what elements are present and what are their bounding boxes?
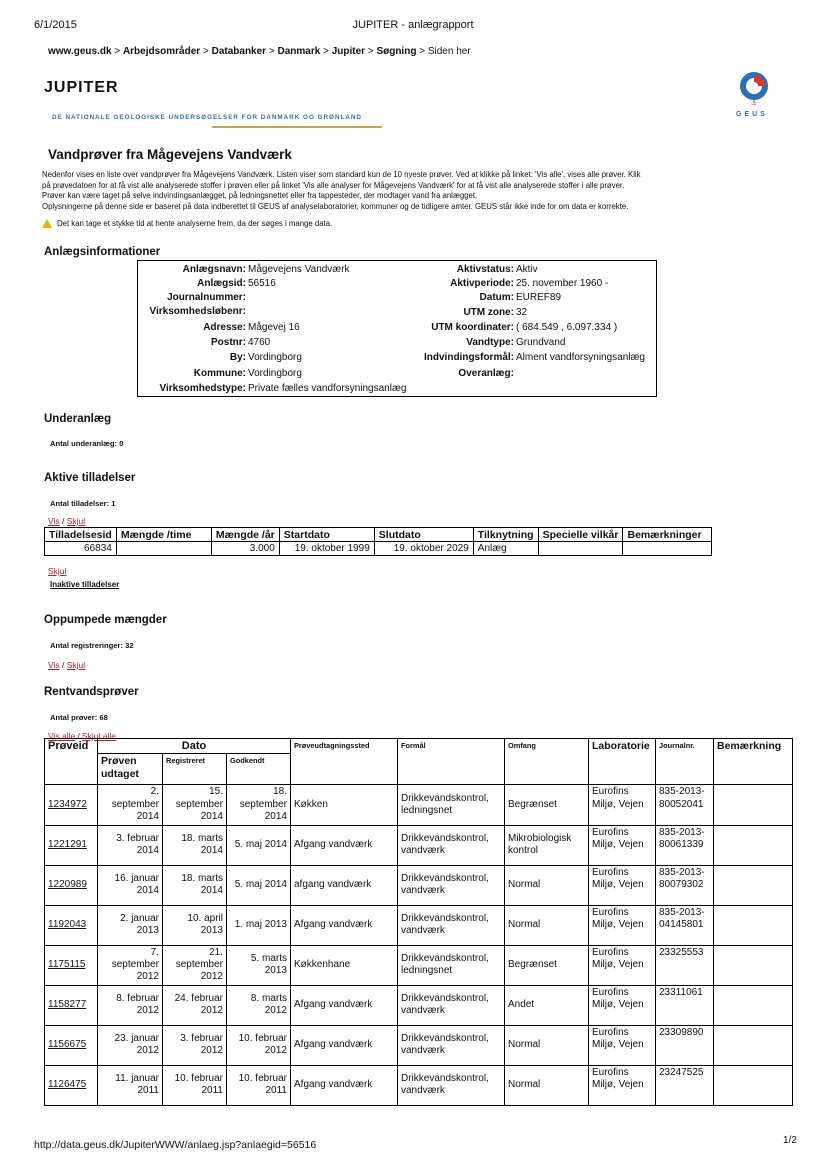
table-cell: Eurofins Miljø, Vejen: [589, 905, 656, 945]
page-title: Vandprøver fra Mågevejens Vandværk: [48, 147, 292, 162]
table-cell: Afgang vandværk: [291, 905, 398, 945]
footer-url: http://data.geus.dk/JupiterWWW/anlaeg.jsp?anlaegid=56516: [34, 1139, 317, 1151]
table-cell: 835-2013-80079302: [656, 865, 714, 905]
column-header: Godkendt: [227, 754, 291, 785]
table-cell: 18. marts 2014: [163, 865, 227, 905]
breadcrumb-item[interactable]: Databanker: [211, 46, 267, 57]
logo-text: GEUS: [736, 111, 768, 118]
info-value: EUREF89: [516, 292, 562, 303]
breadcrumb-item[interactable]: Jupiter: [331, 46, 366, 57]
table-cell: Eurofins Miljø, Vejen: [589, 945, 656, 985]
table-cell: afgang vandværk: [291, 865, 398, 905]
table-row: [45, 945, 793, 985]
table-cell: Eurofins Miljø, Vejen: [589, 785, 656, 825]
column-header: Registreret: [163, 754, 227, 785]
column-header: Laboratorie: [589, 739, 656, 785]
table-cell: 10. februar 2012: [227, 1025, 291, 1065]
table-cell: Køkken: [291, 785, 398, 825]
rentvand-count: Antal prøver: 68: [50, 713, 108, 722]
info-label: Journalnummer:: [167, 292, 246, 303]
table-cell: Afgang vandværk: [291, 1025, 398, 1065]
info-value: Private fælles vandforsyningsanlæg: [248, 383, 407, 394]
table-cell: Normal: [505, 905, 589, 945]
sample-id-link[interactable]: 1126475: [45, 1065, 98, 1105]
skjul-alle-link[interactable]: Skjul alle: [81, 731, 116, 741]
skjul-link[interactable]: Skjul: [66, 660, 86, 670]
table-cell: 11. januar 2011: [98, 1065, 163, 1105]
table-cell: 8. marts 2012: [227, 985, 291, 1025]
tilladelser-count: Antal tilladelser: 1: [50, 499, 116, 508]
table-cell: 21. september 2012: [163, 945, 227, 985]
warning-icon: [42, 219, 52, 228]
info-value: Grundvand: [516, 337, 566, 348]
table-cell: Normal: [505, 865, 589, 905]
column-header: Formål: [398, 739, 505, 785]
oppumpede-heading: Oppumpede mængder: [44, 614, 167, 626]
table-row: [45, 542, 712, 556]
column-header: Startdato: [279, 528, 374, 542]
table-row: [45, 905, 793, 945]
table-cell: [714, 945, 793, 985]
table-cell: [714, 1025, 793, 1065]
breadcrumb-item[interactable]: www.geus.dk: [48, 46, 112, 57]
svg-text:⚓: ⚓: [751, 99, 758, 107]
table-cell: 15. september 2014: [163, 785, 227, 825]
anlaeg-info-box: [137, 260, 657, 397]
breadcrumb: www.geus.dk > Arbejdsområder > Databanker > Danmark > Jupiter > Søgning > Siden her: [48, 46, 471, 57]
table-cell: Afgang vandværk: [291, 1065, 398, 1105]
table-cell: Drikkevandskontrol, ledningsnet: [398, 945, 505, 985]
table-header-row: [45, 739, 793, 754]
table-cell: Drikkevandskontrol, ledningsnet: [398, 785, 505, 825]
breadcrumb-item[interactable]: Arbejdsområder: [122, 46, 201, 57]
print-date: 6/1/2015: [34, 19, 77, 31]
table-cell: 2. september 2014: [98, 785, 163, 825]
table-cell: Drikkevandskontrol, vandværk: [398, 985, 505, 1025]
column-header: Journalnr.: [656, 739, 714, 785]
info-value: Mågevej 16: [248, 322, 300, 333]
table-cell: [714, 785, 793, 825]
table-cell: 19. oktober 2029: [374, 542, 473, 556]
info-value: 32: [516, 307, 528, 318]
info-value: 4760: [248, 337, 271, 348]
info-label: UTM koordinater:: [431, 322, 514, 333]
info-value: ( 684.549 , 6.097.334 ): [516, 322, 618, 333]
table-cell: Begrænset: [505, 785, 589, 825]
info-label: Indvindingsformål:: [424, 352, 514, 363]
inactive-permits-link[interactable]: Inaktive tilladelser: [50, 580, 120, 589]
column-header: Mængde /år: [211, 528, 279, 542]
table-cell: 8. februar 2012: [98, 985, 163, 1025]
sample-id-link[interactable]: 1234972: [45, 785, 98, 825]
info-value: Alment vandforsyningsanlæg: [516, 352, 645, 363]
column-header: Tilknytning: [473, 528, 538, 542]
info-label: Adresse:: [203, 322, 246, 333]
info-value: 25. november 1960 -: [516, 278, 609, 289]
table-cell: [714, 865, 793, 905]
samples-table: [44, 738, 793, 1106]
oppumpede-toggle: Vis / Skjul: [48, 660, 86, 670]
table-cell: Drikkevandskontrol, vandværk: [398, 825, 505, 865]
table-cell: [714, 985, 793, 1025]
info-label: Postnr:: [211, 337, 246, 348]
intro-text: [42, 170, 782, 212]
table-cell: 3. februar 2012: [163, 1025, 227, 1065]
table-cell: 5. maj 2014: [227, 865, 291, 905]
breadcrumb-item[interactable]: Danmark: [277, 46, 321, 57]
breadcrumb-item[interactable]: Søgning: [376, 46, 417, 57]
table-cell: 23247525: [656, 1065, 714, 1105]
intro-line: på prøvedatoen for at få vist alle analyserede stoffer i prøven eller på linket 'Vis alle analyser for Mågevejens Vandværk' for at få vist alle analyserede stoffer i alle prøver.: [42, 180, 625, 190]
table-cell: 2. januar 2013: [98, 905, 163, 945]
tilladelser-heading: Aktive tilladelser: [44, 472, 136, 484]
table-cell: [714, 905, 793, 945]
table-cell: Afgang vandværk: [291, 985, 398, 1025]
table-cell: 835-2013-80052041: [656, 785, 714, 825]
info-label: Anlægsnavn:: [182, 264, 246, 275]
anlaeg-heading: Anlægsinformationer: [44, 246, 161, 258]
info-value: Aktiv: [516, 264, 538, 275]
sample-id-link[interactable]: 1175115: [45, 945, 98, 985]
column-header: Mængde /time: [116, 528, 211, 542]
column-header: Prøveid: [45, 739, 98, 785]
column-header: Tilladelsesid: [45, 528, 117, 542]
table-cell: Mikrobiologisk kontrol: [505, 825, 589, 865]
breadcrumb-current: Siden her: [427, 46, 471, 57]
column-header: Dato: [98, 739, 291, 754]
info-label: Kommune:: [193, 368, 246, 379]
sample-id-link[interactable]: 1158277: [45, 985, 98, 1025]
table-cell: 16. januar 2014: [98, 865, 163, 905]
info-label: By:: [229, 352, 246, 363]
table-cell: Drikkevandskontrol, vandværk: [398, 1065, 505, 1105]
table-cell: 18. september 2014: [227, 785, 291, 825]
underanlaeg-heading: Underanlæg: [44, 413, 112, 425]
table-cell: 66834: [45, 542, 117, 556]
table-cell: Eurofins Miljø, Vejen: [589, 825, 656, 865]
table-cell: 10. april 2013: [163, 905, 227, 945]
table-cell: 835-2013-04145801: [656, 905, 714, 945]
info-label: Virksomhedstype:: [159, 383, 246, 394]
sample-id-link[interactable]: 1220989: [45, 865, 98, 905]
geus-logo[interactable]: [734, 71, 774, 121]
table-cell: [714, 825, 793, 865]
warning-text: Det kan tage et stykke tid at hente analyserne frem, da der søges i mange data.: [57, 219, 333, 228]
table-cell: 835-2013-80061339: [656, 825, 714, 865]
table-cell: 5. maj 2014: [227, 825, 291, 865]
column-header: Slutdato: [374, 528, 473, 542]
underanlaeg-count: Antal underanlæg: 0: [50, 439, 124, 448]
intro-line: Oplysningerne på denne side er baseret på data indberettet til GEUS af analyselaboratorier, kommuner og de tidligere amter. GEUS står ikke inde for om data er korrekte.: [42, 201, 629, 211]
table-cell: Andet: [505, 985, 589, 1025]
table-cell: Eurofins Miljø, Vejen: [589, 1065, 656, 1105]
table-row: [45, 1025, 793, 1065]
table-row: [45, 1065, 793, 1105]
table-cell: Eurofins Miljø, Vejen: [589, 985, 656, 1025]
vis-link[interactable]: Vis: [48, 660, 60, 670]
table-cell: 23309890: [656, 1025, 714, 1065]
rentvand-heading: Rentvandsprøver: [44, 686, 139, 698]
table-cell: 23. januar 2012: [98, 1025, 163, 1065]
info-value: Vordingborg: [248, 352, 302, 363]
table-cell: 3.000: [211, 542, 279, 556]
table-cell: 23325553: [656, 945, 714, 985]
sample-id-link[interactable]: 1192043: [45, 905, 98, 945]
column-header: Bemærkninger: [623, 528, 712, 542]
table-row: [45, 785, 793, 825]
table-cell: 23311061: [656, 985, 714, 1025]
skjul-link[interactable]: Skjul: [48, 566, 67, 576]
table-cell: Normal: [505, 1065, 589, 1105]
info-label: Aktivperiode:: [450, 278, 514, 289]
info-label: Anlægsid:: [197, 278, 246, 289]
table-cell: 10. februar 2011: [227, 1065, 291, 1105]
info-value: 56516: [248, 278, 276, 289]
column-header: Omfang: [505, 739, 589, 785]
table-cell: [714, 1065, 793, 1105]
sample-id-link[interactable]: 1221291: [45, 825, 98, 865]
table-cell: Anlæg: [473, 542, 538, 556]
column-header: Bemærkning: [714, 739, 793, 785]
table-cell: Afgang vandværk: [291, 825, 398, 865]
brand-subtitle: DE NATIONALE GEOLOGISKE UNDERSØGELSER FOR DANMARK OG GRØNLAND: [52, 114, 362, 121]
skjul-bottom: [48, 561, 66, 579]
intro-line: Nedenfor vises en liste over vandprøver fra Mågevejens Vandværk. Listen viser som standard kun de 10 nyeste prøver. Ved at klikke på linket: 'Vis alle', vises alle prøver. Klik: [42, 170, 641, 179]
intro-line: Prøver kan være taget på selve indvindingsanlægget, på ledningsnettet eller fra tappesteder, der modtager vand fra anlægget.: [42, 191, 478, 201]
column-header: Prøven udtaget: [98, 754, 163, 785]
table-cell: Normal: [505, 1025, 589, 1065]
info-label: Vandtype:: [466, 337, 514, 348]
column-header: Prøveudtagningssted: [291, 739, 398, 785]
table-row: [45, 865, 793, 905]
vis-alle-link[interactable]: Vis alle: [48, 731, 76, 741]
table-cell: 10. februar 2011: [163, 1065, 227, 1105]
table-cell: 1. maj 2013: [227, 905, 291, 945]
table-cell: Drikkevandskontrol, vandværk: [398, 1025, 505, 1065]
table-cell: Eurofins Miljø, Vejen: [589, 865, 656, 905]
info-value: Vordingborg: [248, 368, 302, 379]
table-cell: 24. februar 2012: [163, 985, 227, 1025]
skjul-link[interactable]: Skjul: [66, 516, 86, 526]
table-cell: Begrænset: [505, 945, 589, 985]
table-cell: Drikkevandskontrol, vandværk: [398, 865, 505, 905]
table-cell: Eurofins Miljø, Vejen: [589, 1025, 656, 1065]
info-label: UTM zone:: [463, 307, 514, 318]
table-cell: Drikkevandskontrol, vandværk: [398, 905, 505, 945]
table-cell: 18. marts 2014: [163, 825, 227, 865]
table-header-row: [45, 528, 712, 542]
table-row: [45, 825, 793, 865]
info-label: Virksomhedsløbenr:: [149, 306, 246, 317]
site-brand[interactable]: JUPITER: [44, 79, 119, 96]
tilladelser-table: [44, 527, 712, 556]
table-cell: 7. september 2012: [98, 945, 163, 985]
sample-id-link[interactable]: 1156675: [45, 1025, 98, 1065]
column-header: Specielle vilkår: [538, 528, 623, 542]
info-value: Mågevejens Vandværk: [248, 264, 350, 275]
oppumpede-count: Antal registreringer: 32: [50, 641, 134, 650]
table-cell: [538, 542, 623, 556]
table-row: [45, 985, 793, 1025]
vis-link[interactable]: Vis: [48, 516, 60, 526]
info-label: Overanlæg:: [458, 368, 514, 379]
table-cell: Køkkenhane: [291, 945, 398, 985]
tilladelser-toggle: Vis / Skjul: [48, 516, 86, 526]
table-cell: [623, 542, 712, 556]
table-cell: 19. oktober 1999: [279, 542, 374, 556]
rentvand-toggle: Vis alle / Skjul alle: [48, 731, 116, 741]
warning-note: [42, 219, 332, 228]
page-number: 1/2: [783, 1135, 797, 1146]
info-label: Aktivstatus:: [456, 264, 514, 275]
brand-underline: [212, 126, 382, 128]
print-title: JUPITER - anlægrapport: [352, 19, 474, 31]
table-cell: 5. marts 2013: [227, 945, 291, 985]
info-label: Datum:: [479, 292, 514, 303]
table-cell: 3. februar 2014: [98, 825, 163, 865]
table-cell: [116, 542, 211, 556]
